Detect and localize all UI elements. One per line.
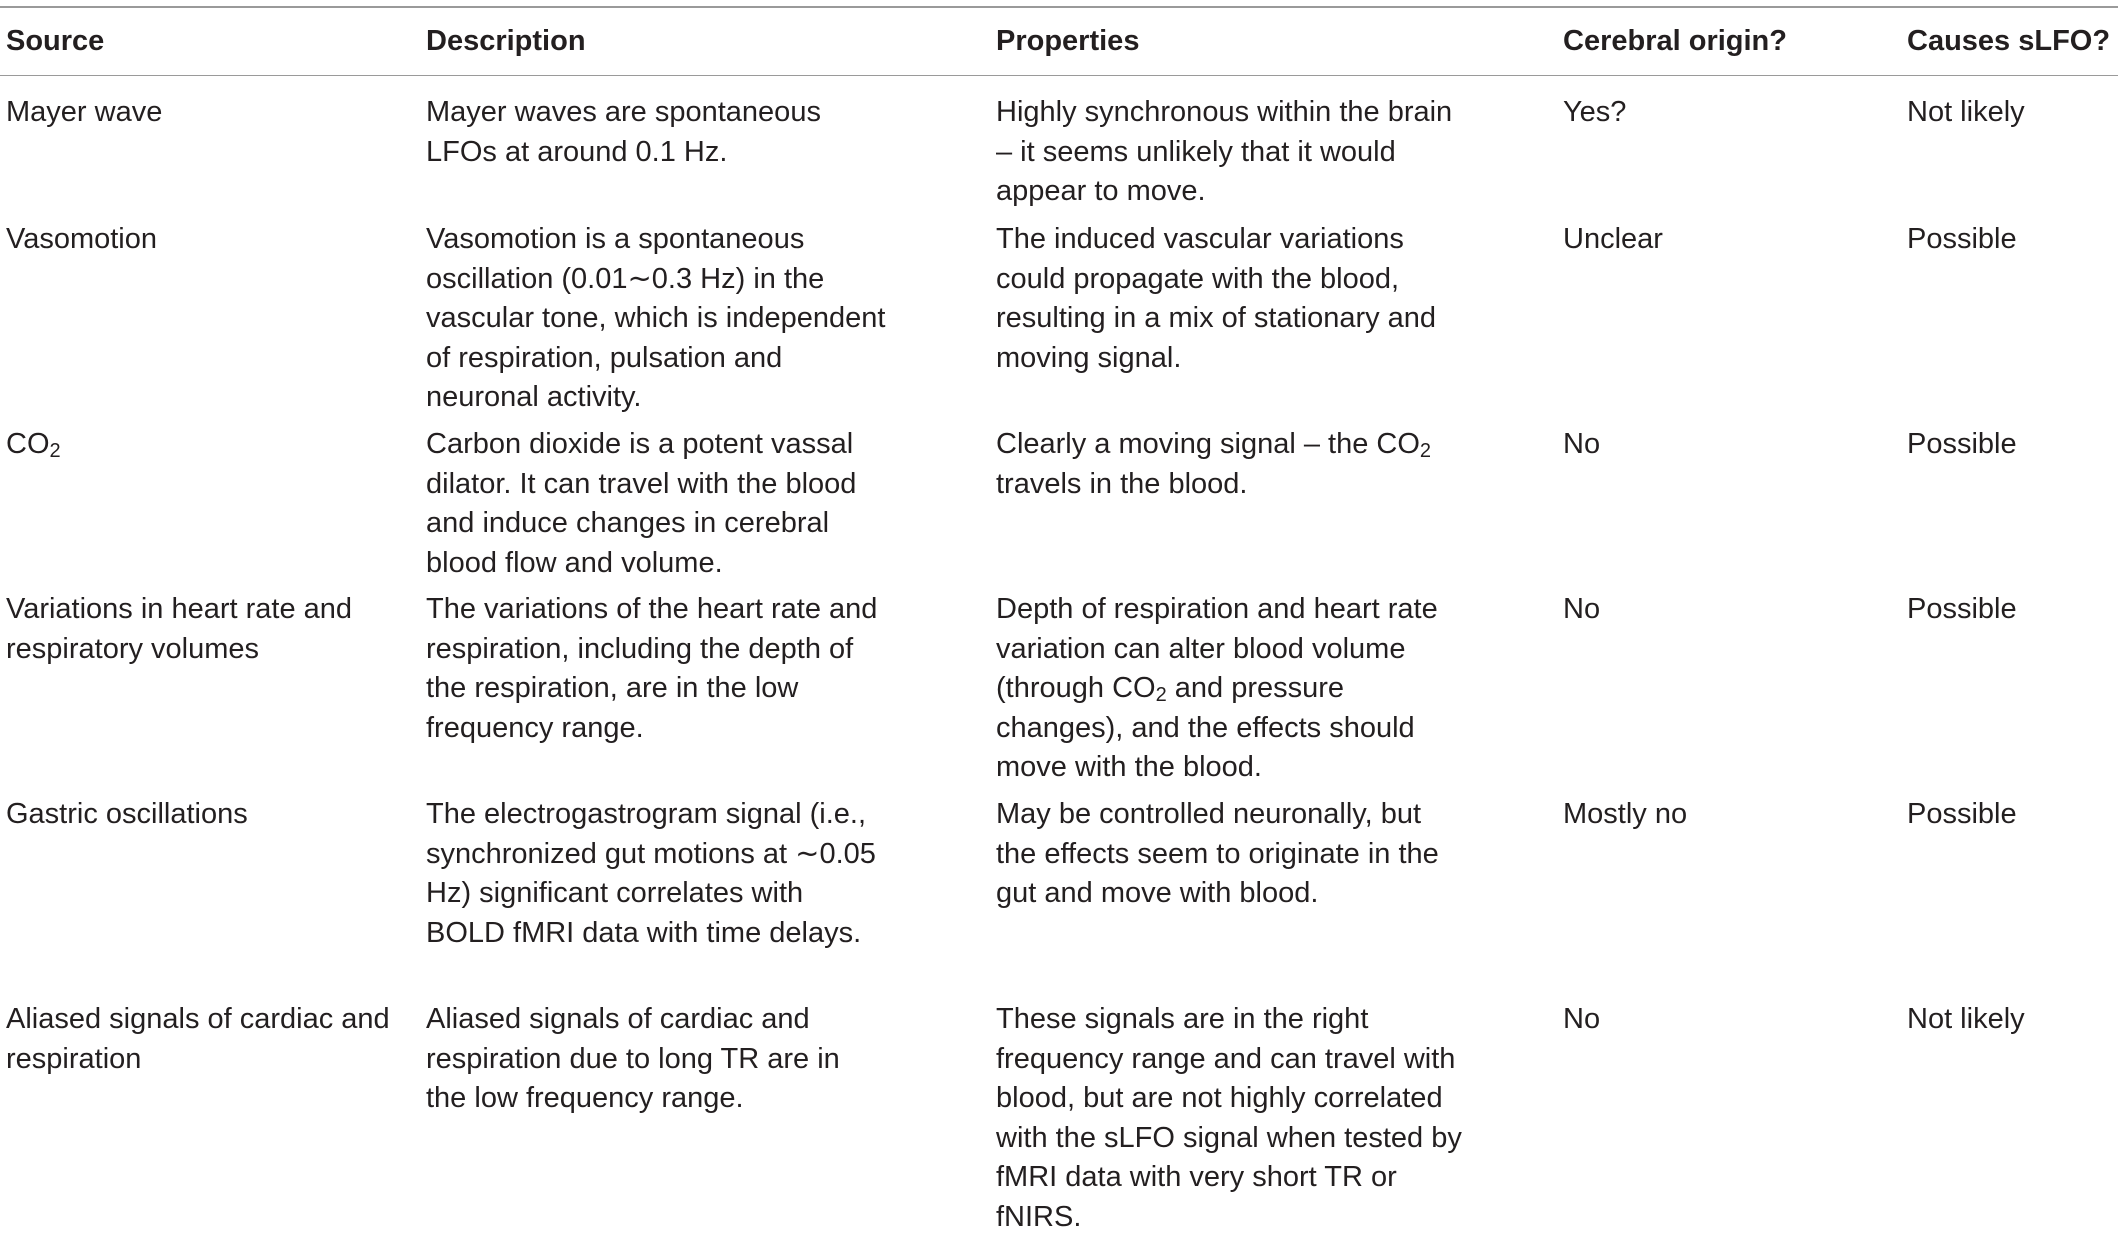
row-6-properties: These signals are in the right frequency range and can travel with blood, but are not highly correlated with the sLFO signal when tested by fMRI data with very short TR or fNIRS.	[996, 1003, 1462, 1233]
row-6-source: Aliased signals of cardiac and respiration	[6, 1003, 390, 1075]
row-5-source: Gastric oscillations	[6, 798, 248, 830]
row-2-causes-slfo: Possible	[1907, 223, 2017, 255]
row-1-cerebral-origin: Yes?	[1563, 96, 1627, 128]
header-rule	[0, 75, 2118, 76]
row-1-properties: Highly synchronous within the brain – it seems unlikely that it would appear to move.	[996, 96, 1453, 207]
row-4-causes-slfo: Possible	[1907, 593, 2017, 625]
row-3-source-main: CO	[6, 428, 50, 460]
header-description: Description	[426, 25, 586, 57]
row-4-properties	[996, 590, 1466, 788]
row-3-description: Carbon dioxide is a potent vassal dilator. It can travel with the blood and induce changes in cerebral blood flow and volume.	[426, 428, 857, 579]
row-1-description: Mayer waves are spontaneous LFOs at around 0.1 Hz.	[426, 96, 821, 168]
header-source: Source	[6, 25, 105, 57]
row-5-cerebral-origin: Mostly no	[1563, 798, 1688, 830]
row-1-source: Mayer wave	[6, 96, 163, 128]
row-3-source	[6, 425, 406, 465]
row-3-properties-a: Clearly a moving signal – the CO	[996, 428, 1420, 460]
row-2-properties: The induced vascular variations could propagate with the blood, resulting in a mix of stationary and moving signal.	[996, 223, 1437, 374]
row-4-properties-a: Depth of respiration and heart rate variation can alter blood volume (through CO	[996, 593, 1438, 704]
row-4-source: Variations in heart rate and respiratory volumes	[6, 593, 353, 665]
row-5-description: The electrogastrogram signal (i.e., synchronized gut motions at ∼0.05 Hz) significant correlates with BOLD fMRI data with time delays.	[426, 798, 876, 949]
row-5-causes-slfo: Possible	[1907, 798, 2017, 830]
row-3-properties	[996, 425, 1466, 504]
row-3-source-subscript: 2	[49, 440, 61, 462]
row-1-causes-slfo: Not likely	[1907, 96, 2025, 128]
row-2-description: Vasomotion is a spontaneous oscillation (0.01∼0.3 Hz) in the vascular tone, which is independent of respiration, pulsation and neuronal activity.	[426, 223, 886, 413]
table-top-rule	[0, 6, 2118, 8]
row-3-causes-slfo: Possible	[1907, 428, 2017, 460]
row-6-cerebral-origin: No	[1563, 1003, 1601, 1035]
row-6-description: Aliased signals of cardiac and respiration due to long TR are in the low frequency range.	[426, 1003, 840, 1114]
row-3-cerebral-origin: No	[1563, 428, 1601, 460]
row-4-properties-b: and pressure changes), and the effects should move with the blood.	[996, 672, 1415, 783]
row-3-properties-subscript: 2	[1419, 440, 1432, 462]
header-cerebral-origin: Cerebral origin?	[1563, 25, 1787, 57]
row-4-cerebral-origin: No	[1563, 593, 1601, 625]
header-causes-slfo: Causes sLFO?	[1907, 25, 2111, 57]
row-2-cerebral-origin: Unclear	[1563, 223, 1663, 255]
row-3-properties-b: travels in the blood.	[996, 467, 1248, 500]
row-4-properties-subscript: 2	[1155, 684, 1167, 706]
row-4-description: The variations of the heart rate and respiration, including the depth of the respiration, are in the low frequency range.	[426, 593, 878, 744]
row-5-properties: May be controlled neuronally, but the effects seem to originate in the gut and move with blood.	[996, 798, 1439, 909]
header-properties: Properties	[996, 25, 1140, 57]
row-6-causes-slfo: Not likely	[1907, 1003, 2025, 1035]
row-2-source: Vasomotion	[6, 223, 157, 255]
